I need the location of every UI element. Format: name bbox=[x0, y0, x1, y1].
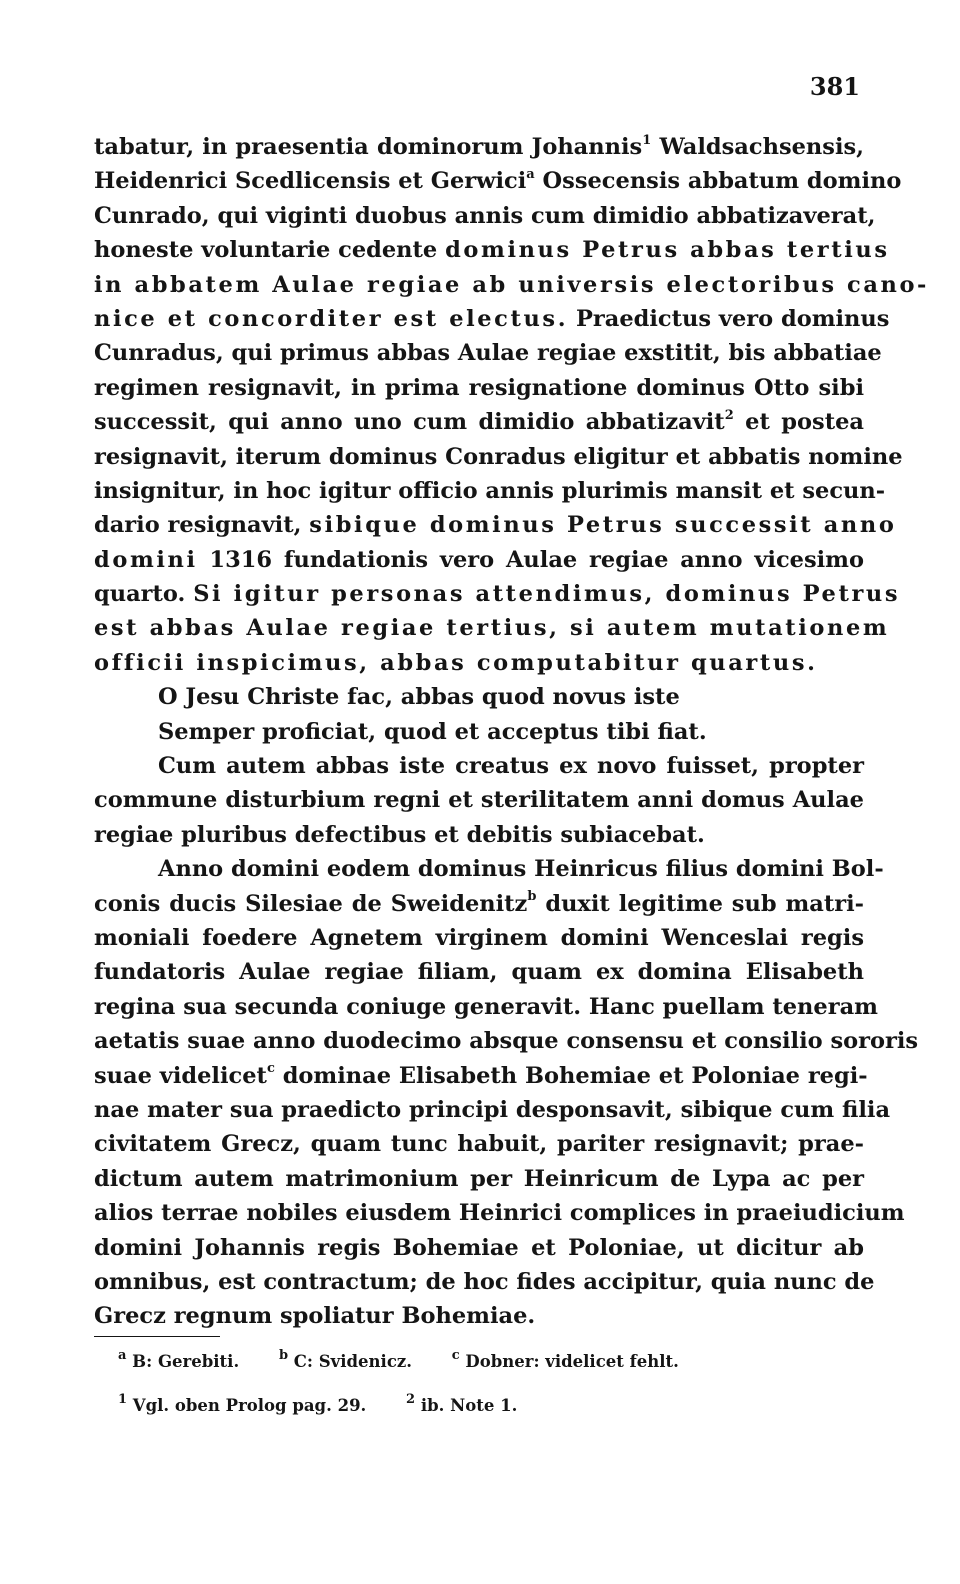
footnote: $^a$ B: Gerebiti. bbox=[118, 1347, 240, 1371]
text-line: Heidenrici Scedlicensis et Gerwici$^a$ Ossecensis abbatum domino bbox=[94, 166, 902, 195]
text-line: Cunrado, qui viginti duobus annis cum dimidio abbatizaverat, bbox=[94, 202, 876, 229]
text-line: alios terrae nobiles eiusdem Heinrici complices in praeiudicium bbox=[94, 1200, 905, 1227]
verse-line: O Jesu Christe fac, abbas quod novus iste bbox=[158, 684, 680, 711]
footnote-ref[interactable]: b bbox=[527, 889, 537, 905]
text-line: civitatem Grecz, quam tunc habuit, pariter resignavit; prae- bbox=[94, 1131, 864, 1158]
text-line: Cunradus, qui primus abbas Aulae regiae exstitit, bis abbatiae bbox=[94, 340, 882, 367]
footnote-mark: c bbox=[451, 1347, 460, 1363]
text-line: dario resignavit, sibique dominus Petrus successit anno bbox=[94, 512, 897, 539]
text-line: fundatoris Aulae regiae filiam, quam ex domina Elisabeth bbox=[94, 959, 864, 986]
footnote-ref[interactable]: 1 bbox=[642, 132, 652, 148]
footnote-ref[interactable]: 2 bbox=[724, 407, 734, 423]
footnote: $^1$ Vgl. oben Prolog pag. 29. bbox=[118, 1391, 367, 1415]
footnote: $^2$ ib. Note 1. bbox=[406, 1391, 518, 1415]
text-line: domini Johannis regis Bohemiae et Poloniae, ut dicitur ab bbox=[94, 1234, 864, 1261]
text-line: officii inspicimus, abbas computabitur quartus. bbox=[94, 649, 818, 676]
footnote-mark: a bbox=[118, 1347, 127, 1363]
footnote-mark: b bbox=[278, 1347, 289, 1363]
text-line: dictum autem matrimonium per Heinricum de Lypa ac per bbox=[94, 1165, 864, 1192]
text-line: nae mater sua praedicto principi desponsavit, sibique cum filia bbox=[94, 1096, 891, 1123]
text-line: in abbatem Aulae regiae ab universis electoribus cano- bbox=[94, 271, 929, 298]
text-line: suae videlicet$^c$ dominae Elisabeth Bohemiae et Poloniae regi- bbox=[94, 1061, 868, 1089]
text-line: quarto. Si igitur personas attendimus, dominus Petrus bbox=[94, 581, 901, 608]
text-line: regiae pluribus defectibus et debitis subiacebat. bbox=[94, 821, 705, 848]
page-number: 381 bbox=[809, 72, 860, 101]
text-line: commune disturbium regni et sterilitatem anni domus Aulae bbox=[94, 787, 864, 814]
footnote: $^c$ Dobner: videlicet fehlt. bbox=[451, 1347, 679, 1371]
text-line: resignavit, iterum dominus Conradus eligitur et abbatis nomine bbox=[94, 443, 903, 470]
text-line: domini 1316 fundationis vero Aulae regiae anno vicesimo bbox=[94, 546, 864, 573]
text-line: Anno domini eodem dominus Heinricus filius domini Bol- bbox=[158, 856, 884, 883]
footnote-ref[interactable]: c bbox=[266, 1061, 275, 1077]
text-line: successit, qui anno uno cum dimidio abbatizavit$^2$ et postea bbox=[94, 407, 864, 436]
footnote-mark: 2 bbox=[406, 1391, 416, 1407]
text-line: aetatis suae anno duodecimo absque consensu et consilio sororis bbox=[94, 1028, 919, 1055]
text-line: regimen resignavit, in prima resignatione dominus Otto sibi bbox=[94, 374, 864, 401]
main-text bbox=[94, 130, 929, 1334]
text-line: nice et concorditer est electus. Praedictus vero dominus bbox=[94, 305, 890, 332]
footnote-mark: 1 bbox=[118, 1391, 128, 1407]
text-line: conis ducis Silesiae de Sweidenitz$^b$ duxit legitime sub matri- bbox=[94, 889, 864, 917]
text-line: insignitur, in hoc igitur officio annis plurimis mansit et secun- bbox=[94, 477, 886, 504]
text-line: omnibus, est contractum; de hoc fides accipitur, quia nunc de bbox=[94, 1268, 875, 1295]
variant-footnotes bbox=[118, 1347, 679, 1371]
text-line: Cum autem abbas iste creatus ex novo fuisset, propter bbox=[158, 753, 864, 780]
text-line: regina sua secunda coniuge generavit. Hanc puellam teneram bbox=[94, 993, 878, 1020]
footnote-ref[interactable]: a bbox=[526, 166, 535, 182]
verse-line: Semper proficiat, quod et acceptus tibi fiat. bbox=[158, 718, 707, 745]
footnote-separator bbox=[94, 1336, 220, 1337]
text-line: Grecz regnum spoliatur Bohemiae. bbox=[94, 1303, 536, 1330]
numbered-footnotes bbox=[118, 1391, 518, 1415]
footnote: $^b$ C: Svidenicz. bbox=[278, 1347, 412, 1371]
text-line: est abbas Aulae regiae tertius, si autem mutationem bbox=[94, 615, 890, 642]
text-line: moniali foedere Agnetem virginem domini Wenceslai regis bbox=[94, 924, 864, 951]
text-line: tabatur, in praesentia dominorum Johannis$^1$ Waldsachsensis, bbox=[94, 132, 864, 160]
text-line: honeste voluntarie cedente dominus Petrus abbas tertius bbox=[94, 237, 890, 264]
